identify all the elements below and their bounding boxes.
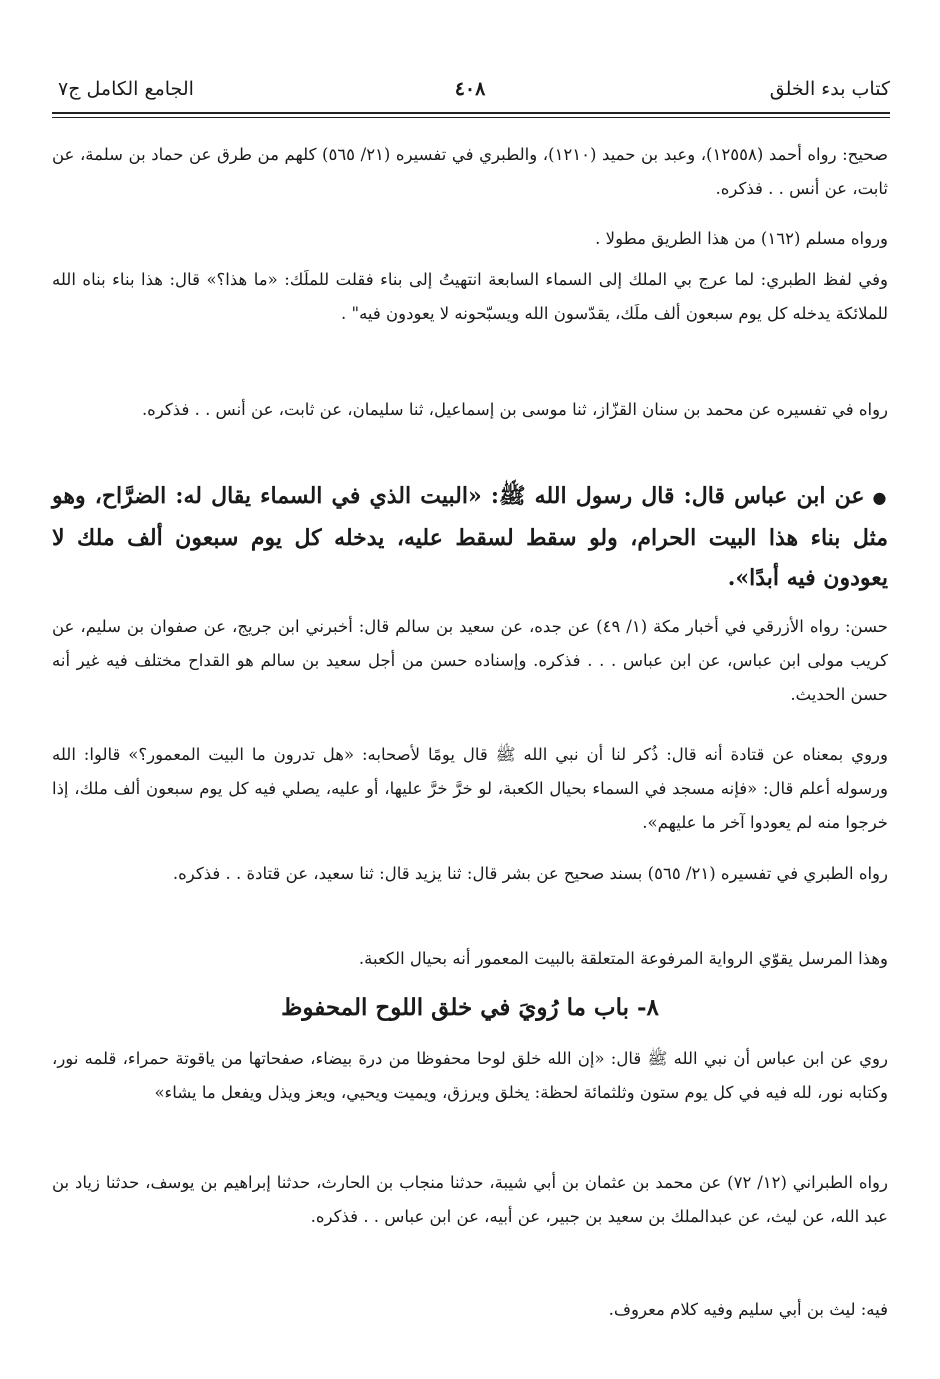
header-book-title: الجامع الكامل ج٧ — [58, 78, 194, 100]
paragraph-tabari-bishr: رواه الطبري في تفسيره (٢١/ ٥٦٥) بسند صحيح عن بشر قال: ثنا يزيد قال: ثنا سعيد، عن قتادة . . فذكره. — [172, 864, 888, 883]
paragraph-tabari-wording: وفي لفظ الطبري: لما عرج بي الملك إلى السماء السابعة انتهيتُ إلى بناء فقلت للملَك: «ما هذا؟» قال: هذا بناء بناه الله للملائكة يدخله كل يوم سبعون ألف ملَك، يقدّسون الله ويسبّحونه لا يعودون فيه" . — [52, 270, 888, 323]
paragraph-muslim: ورواه مسلم (١٦٢) من هذا الطريق مطولا . — [595, 229, 888, 248]
hadith-ibn-abbas — [52, 476, 888, 598]
bullet-icon: ● — [872, 488, 888, 507]
paragraph-tafsir-chain: رواه في تفسيره عن محمد بن سنان القزّاز، ثنا موسى بن إسماعيل، ثنا سليمان، عن ثابت، عن أنس . . فذكره. — [141, 400, 888, 419]
paragraph-mursal-note: وهذا المرسل يقوّي الرواية المرفوعة المتعلقة بالبيت المعمور أنه بحيال الكعبة. — [358, 949, 888, 968]
header-rule-thin — [52, 117, 890, 118]
section-heading: ٨- باب ما رُويَ في خلق اللوح المحفوظ — [281, 994, 659, 1021]
paragraph-lawh-hadith: روي عن ابن عباس أن نبي الله ﷺ قال: «إن الله خلق لوحا محفوظا من درة بيضاء، صفحاتها من ياقوتة حمراء، قلمه نور، وكتابه نور، لله فيه في كل يوم ستون وثلثمائة لحظة: يخلق ويرزق، ويميت ويحيي، ويعز ويذل ويفعل ما يشاء» — [52, 1049, 888, 1102]
page-number: ٤٠٨ — [454, 78, 486, 100]
header-chapter-title: كتاب بدء الخلق — [769, 78, 890, 100]
hadith-text: عن ابن عباس قال: قال رسول الله ﷺ: «البيت الذي في السماء يقال له: الضرَّاح، وهو مثل بناء هذا البيت الحرام، ولو سقط لسقط عليه، يدخله كل يوم سبعون ألف ملك لا يعودون فيه أبدًا». — [52, 483, 888, 591]
paragraph-layth-note: فيه: ليث بن أبي سليم وفيه كلام معروف. — [608, 1300, 888, 1319]
header-rule-thick — [52, 112, 890, 114]
paragraph-ruling-ahmad: صحيح: رواه أحمد (١٢٥٥٨)، وعبد بن حميد (١٢١٠)، والطبري في تفسيره (٢١/ ٥٦٥) كلهم من طرق عن حماد بن سلمة، عن ثابت، عن أنس . . فذكره. — [52, 145, 888, 198]
paragraph-qatada: وروي بمعناه عن قتادة أنه قال: ذُكر لنا أن نبي الله ﷺ قال يومًا لأصحابه: «هل تدرون ما البيت المعمور؟» قالوا: الله ورسوله أعلم قال: «فإنه مسجد في السماء بحيال الكعبة، لو خرَّ خرَّ عليها، أو عليه، يصلي فيه كل يوم سبعون ألف ملك، إذا خرجوا منه لم يعودوا آخر ما عليهم». — [52, 745, 888, 832]
paragraph-ruling-azraqi: حسن: رواه الأزرقي في أخبار مكة (١/ ٤٩) عن جده، عن سعيد بن سالم قال: أخبرني ابن جريج، عن صفوان بن سليم، عن كريب مولى ابن عباس، عن ابن عباس . . . فذكره. وإسناده حسن من أجل سعيد بن سالم هو القداح مختلف فيه غير أنه حسن الحديث. — [52, 617, 888, 704]
paragraph-tabarani-chain: رواه الطبراني (١٢/ ٧٢) عن محمد بن عثمان بن أبي شيبة، حدثنا منجاب بن الحارث، حدثنا إبراهيم بن يوسف، حدثنا زياد بن عبد الله، عن ليث، عن عبدالملك بن سعيد بن جبير، عن أبيه، عن ابن عباس . . فذكره. — [52, 1173, 888, 1226]
